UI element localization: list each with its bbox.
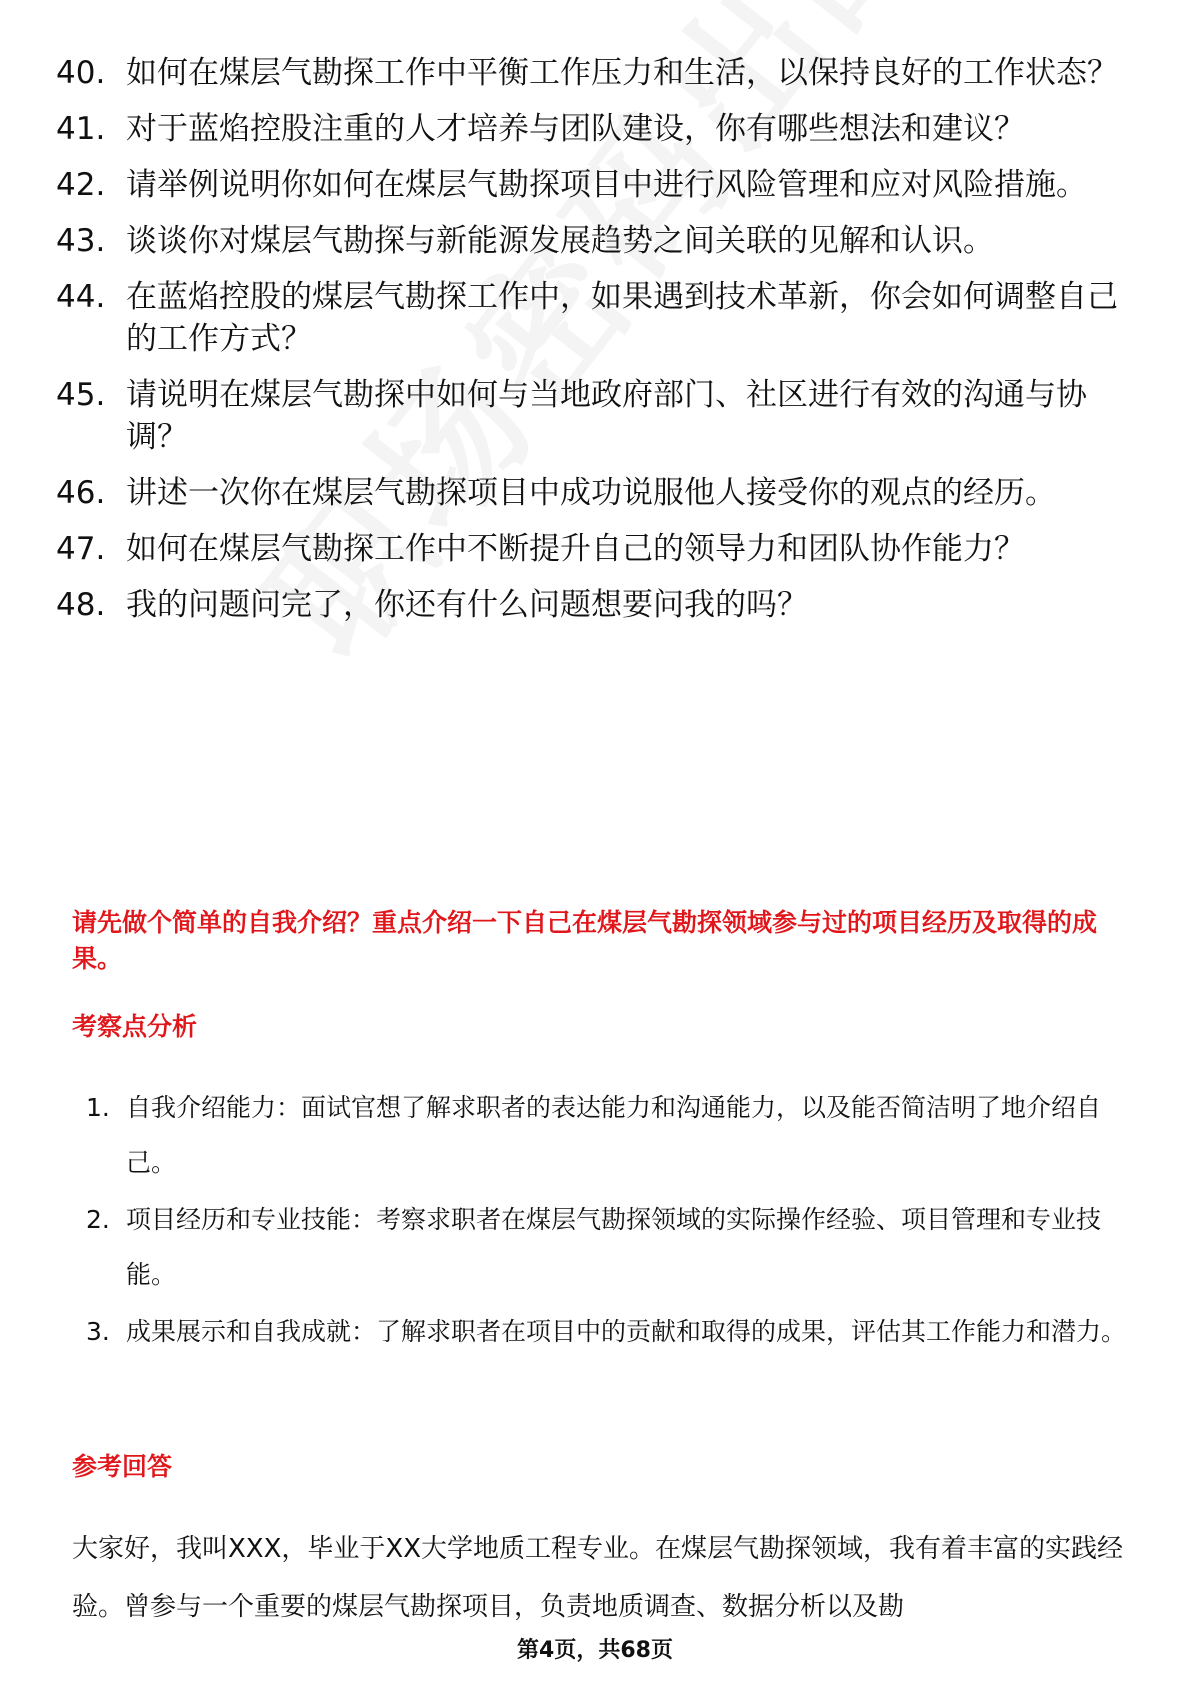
- highlight-question: 请先做个简单的自我介绍？重点介绍一下自己在煤层气勘探领域参与过的项目经历及取得的成果。: [72, 908, 1098, 973]
- question-text: 谈谈你对煤层气勘探与新能源发展趋势之间关联的见解和认识。: [126, 223, 994, 259]
- question-item: [56, 276, 1136, 360]
- question-item: [56, 164, 1136, 206]
- analysis-text: 成果展示和自我成就：了解求职者在项目中的贡献和取得的成果，评估其工作能力和潜力。: [126, 1317, 1127, 1346]
- question-number: 42.: [56, 167, 106, 203]
- question-number: 40.: [56, 55, 106, 91]
- question-text: 如何在煤层气勘探工作中平衡工作压力和生活，以保持良好的工作状态？: [126, 55, 1118, 91]
- question-item: [56, 108, 1136, 150]
- analysis-text: 自我介绍能力：面试官想了解求职者的表达能力和沟通能力，以及能否简洁明了地介绍自己。: [126, 1093, 1102, 1177]
- page-footer: 第4页，共68页: [517, 1638, 673, 1663]
- question-item: [56, 472, 1136, 514]
- analysis-list: [86, 1080, 1126, 1361]
- reference-answer: 大家好，我叫XXX，毕业于XX大学地质工程专业。在煤层气勘探领域，我有着丰富的实践经验。曾参与一个重要的煤层气勘探项目，负责地质调查、数据分析以及勘: [72, 1534, 1124, 1622]
- question-number: 46.: [56, 475, 106, 511]
- analysis-item: [86, 1192, 1126, 1302]
- question-text: 讲述一次你在煤层气勘探项目中成功说服他人接受你的观点的经历。: [126, 475, 1056, 511]
- analysis-text: 项目经历和专业技能：考察求职者在煤层气勘探领域的实际操作经验、项目管理和专业技能。: [126, 1205, 1102, 1289]
- question-number: 44.: [56, 279, 106, 315]
- question-text: 在蓝焰控股的煤层气勘探工作中，如果遇到技术革新，你会如何调整自己的工作方式？: [126, 279, 1118, 357]
- question-item: [56, 374, 1136, 458]
- analysis-number: 2.: [86, 1205, 110, 1234]
- question-item: [56, 220, 1136, 262]
- question-number: 48.: [56, 587, 106, 623]
- question-number: 47.: [56, 531, 106, 567]
- question-item: [56, 52, 1136, 94]
- question-text: 如何在煤层气勘探工作中不断提升自己的领导力和团队协作能力？: [126, 531, 1025, 567]
- reference-heading: 参考回答: [72, 1452, 173, 1481]
- question-text: 请说明在煤层气勘探中如何与当地政府部门、社区进行有效的沟通与协调？: [126, 377, 1087, 455]
- question-number: 41.: [56, 111, 106, 147]
- question-list: [56, 52, 1136, 640]
- question-text: 请举例说明你如何在煤层气勘探项目中进行风险管理和应对风险措施。: [126, 167, 1087, 203]
- question-number: 45.: [56, 377, 106, 413]
- question-text: 对于蓝焰控股注重的人才培养与团队建设，你有哪些想法和建议？: [126, 111, 1025, 147]
- analysis-number: 1.: [86, 1093, 110, 1122]
- analysis-item: [86, 1304, 1126, 1359]
- question-item: [56, 584, 1136, 626]
- analysis-item: [86, 1080, 1126, 1190]
- question-text: 我的问题问完了，你还有什么问题想要问我的吗？: [126, 587, 808, 623]
- question-item: [56, 528, 1136, 570]
- question-number: 43.: [56, 223, 106, 259]
- analysis-number: 3.: [86, 1317, 110, 1346]
- analysis-heading: 考察点分析: [72, 1012, 198, 1041]
